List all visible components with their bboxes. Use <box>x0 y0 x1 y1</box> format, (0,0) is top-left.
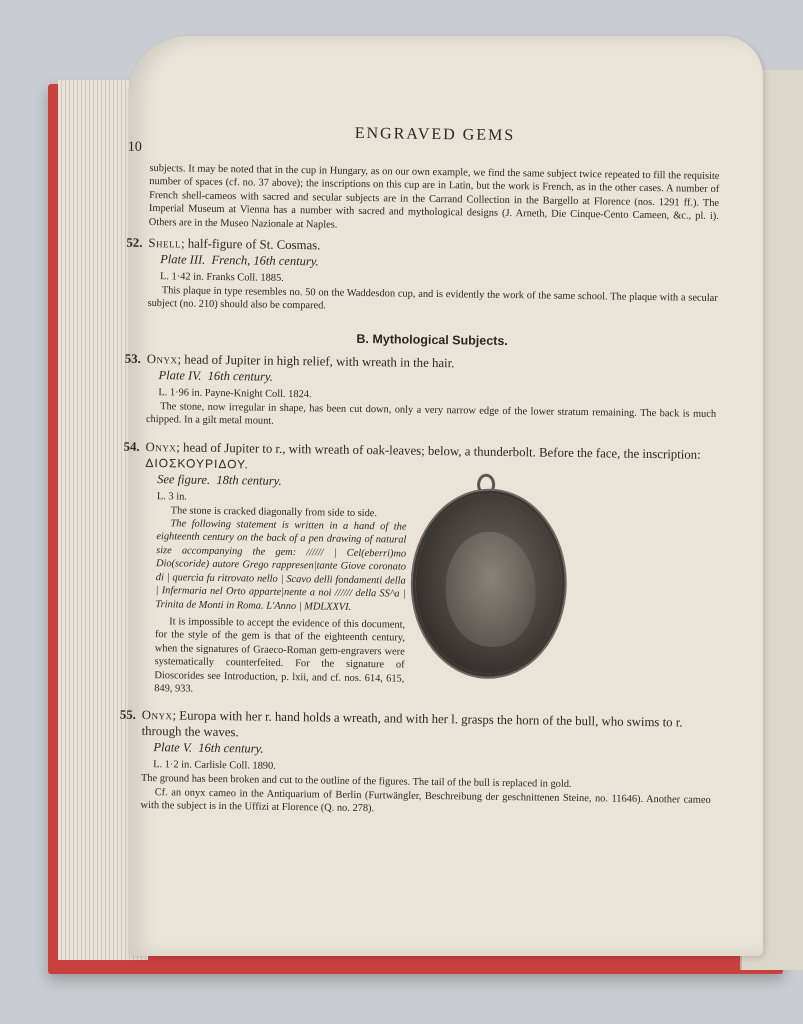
entry-note: The stone is cracked diagonally from side to side. <box>170 504 378 519</box>
entry-55 <box>119 707 711 820</box>
entry-material: Shell <box>148 236 182 251</box>
entry-54 <box>123 439 716 704</box>
entry-number: 55. <box>119 707 136 723</box>
entry-date: 18th century. <box>216 472 282 488</box>
entry-52 <box>126 235 719 319</box>
entry-note: Cf. an onyx cameo in the Antiquarium of Berlin (Furtwängler, Beschreibung der geschnittenen Steine, no. 11646). Another cameo with the subject is in the Uffizi at Florence (Q. no. 278). <box>140 786 711 815</box>
entry-title: ; head of Jupiter to r., with wreath of oak-leaves; below, a thunderbolt. Before the face, the inscription: <box>176 440 701 462</box>
running-title: ENGRAVED GEMS <box>354 124 516 145</box>
entry-date: French, 16th century. <box>211 252 319 269</box>
entry-note: The following statement is written in a hand of the eighteenth century on the back of a pen drawing of natural size accompanying the gem: ////// | Cel(eberri)mo Dio(scoride) autore Grego rappresen|tante Giove coronato di | quercia fu ritrovato nello | Scavo delli fondamenti della | Infermaria nel Orto apparte|nente a noi ////// della SS^a | Trinita de Monti in Roma. L'Anno | MDLXXVI. <box>155 518 407 613</box>
entry-note: The ground has been broken and cut to the outline of the figures. The tail of the bull is replaced in gold. <box>140 773 572 791</box>
gem-figure <box>415 472 568 664</box>
entry-date: 16th century. <box>207 368 274 384</box>
entry-title: ; head of Jupiter in high relief, with wreath in the hair. <box>177 352 455 371</box>
page-number: 10 <box>127 139 142 155</box>
entry-number: 53. <box>124 351 141 366</box>
entry-note: This plaque in type resembles no. 50 on the Waddesdon cup, and is evidently the work of the same school. The plaque with a secular subject (no. 210) should also be compared. <box>147 285 718 312</box>
entry-title: ; half-figure of St. Cosmas. <box>180 236 321 253</box>
entry-meta: L. 1·42 in. Franks Coll. 1885. <box>159 271 284 284</box>
entry-date: 16th century. <box>198 741 264 756</box>
entry-meta: L. 1·96 in. Payne-Knight Coll. 1824. <box>158 386 312 401</box>
entry-number: 52. <box>126 235 143 250</box>
entry-material: Onyx <box>141 708 173 723</box>
intro-paragraph: subjects. It may be noted that in the cup in Hungary, as on our own example, we find the same subject twice repeated to fill the requisite number of spaces (cf. no. 37 above); the inscriptions on this cup are in Latin, but the work is French, as in the other cases. A number of French shell-cameos with sacred and secular subjects are in the Carrand Collection in the Bargello at Florence (nos. 1291 ff.). The Imperial Museum at Vienna has a number with sacred and mythological designs (J. Arneth, Die Cinque-Cento Cameen, &c., pl. i). Others are in the Museo Nazionale at Naples. <box>148 162 720 231</box>
entry-53 <box>124 351 717 435</box>
entry-plate: Plate IV. <box>158 367 202 383</box>
page-content <box>119 124 720 820</box>
entry-inscription: ΔΙΟΣΚΟΥΡΙΔΟΥ. <box>145 455 250 472</box>
entry-title: ; Europa with her r. hand holds a wreath, and with her l. grasps the horn of the bull, who swims to r. through the waves. <box>141 708 683 740</box>
jupiter-head-relief <box>445 531 537 647</box>
entry-note: The stone, now irregular in shape, has been cut down, only a very narrow edge of the lower stratum remaining. The back is much chipped. In a gilt metal mount. <box>145 401 717 428</box>
entry-plate: Plate III. <box>160 252 206 267</box>
entry-meta: L. 1·2 in. Carlisle Coll. 1890. <box>153 759 276 773</box>
entry-number: 54. <box>123 439 140 454</box>
section-heading: B. Mythological Subjects. <box>356 331 508 348</box>
entry-plate: Plate V. <box>153 740 193 755</box>
entry-plate: See figure. <box>157 471 211 487</box>
entry-note: It is impossible to accept the evidence of this document, for the style of the gem is that of the eighteenth century, when the signatures of Graeco-Roman gem-engravers were systematically counterfeited. For the signature of Dioscorides see Introduction, p. lxii, and cf. nos. 614, 615, 849, 933. <box>154 616 406 695</box>
suspension-ring <box>477 473 495 495</box>
entry-material: Onyx <box>146 351 178 367</box>
entry-material: Onyx <box>145 439 177 455</box>
jupiter-cameo-image <box>414 492 562 674</box>
entry-meta: L. 3 in. <box>156 490 188 503</box>
